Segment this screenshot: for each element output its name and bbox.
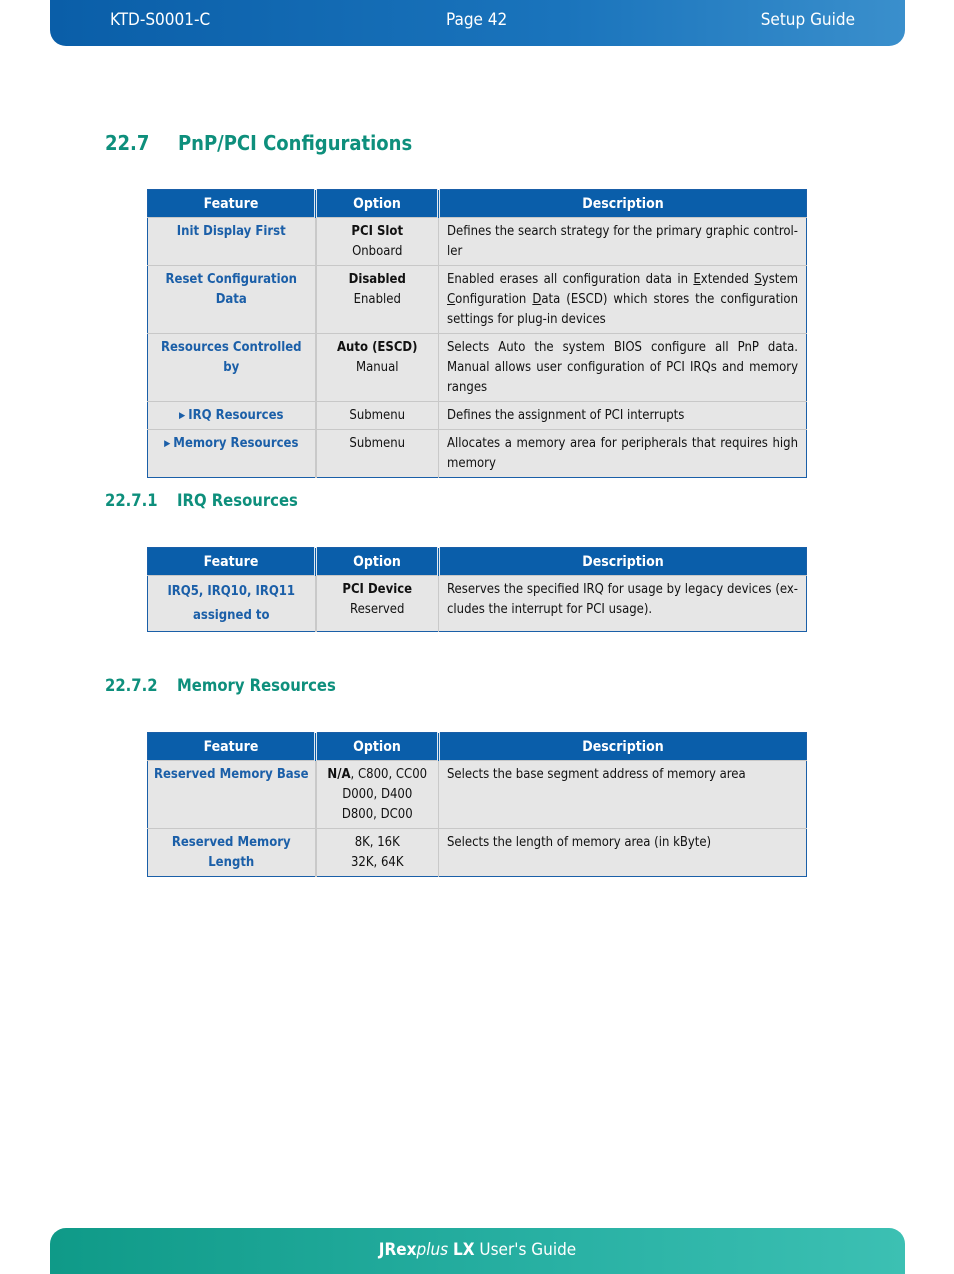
feature-cell: ▶ Memory Resources	[148, 430, 316, 478]
option-cell	[316, 266, 439, 334]
col-feature: Feature	[148, 190, 316, 218]
table-header-row	[148, 548, 807, 576]
option-cell: 8K, 16K 32K, 64K	[316, 829, 439, 877]
table-row	[148, 266, 807, 334]
option-cell: Submenu	[316, 402, 439, 430]
table-row	[148, 334, 807, 402]
col-option: Option	[316, 548, 439, 576]
irq-resources-table	[147, 547, 807, 632]
table-row	[148, 218, 807, 266]
option-cell	[316, 218, 439, 266]
feature-cell: Reserved Memory Length	[148, 829, 316, 877]
option-cell	[316, 576, 439, 632]
subsection-number: 22.7.2	[105, 676, 158, 695]
table-row	[148, 430, 807, 478]
description-cell: Reserves the specified IRQ for usage by legacy devices (ex-cludes the interrupt for PCI usage).	[439, 576, 807, 632]
col-option: Option	[316, 733, 439, 761]
col-feature: Feature	[148, 548, 316, 576]
description-cell: Defines the search strategy for the primary graphic control-ler	[439, 218, 807, 266]
subsection-title: Memory Resources	[177, 676, 336, 695]
col-description: Description	[439, 190, 807, 218]
option-value: Reserved	[350, 602, 405, 617]
description-cell: Enabled erases all configuration data in Extended System Configuration Data (ESCD) which stores the configuration settings for plug-in devices	[439, 266, 807, 334]
submenu-arrow-icon: ▶	[179, 411, 186, 421]
subsection-number: 22.7.1	[105, 491, 158, 510]
option-cell: Submenu	[316, 430, 439, 478]
option-value: Manual	[355, 360, 399, 375]
option-cell	[316, 334, 439, 402]
col-description: Description	[439, 548, 807, 576]
option-default: Auto (ESCD)	[337, 340, 418, 355]
table-row	[148, 576, 807, 632]
footer-title: JRexplus LX User's Guide	[378, 1240, 577, 1260]
table-header-row	[148, 733, 807, 761]
description-cell: Selects the base segment address of memory area	[439, 761, 807, 829]
description-cell: Allocates a memory area for peripherals that requires high memory	[439, 430, 807, 478]
col-feature: Feature	[148, 733, 316, 761]
option-value: Enabled	[353, 292, 401, 307]
col-option: Option	[316, 190, 439, 218]
option-default: Disabled	[348, 272, 406, 287]
feature-cell: Resources Controlled by	[148, 334, 316, 402]
section-title: PnP/PCI Configurations	[178, 131, 413, 155]
section-heading	[105, 131, 412, 155]
submenu-arrow-icon: ▶	[164, 439, 171, 449]
section-number: 22.7	[105, 131, 150, 155]
doc-id: KTD-S0001-C	[110, 10, 211, 30]
option-default: N/A	[327, 767, 351, 782]
option-cell: N/A, C800, CC00 D000, D400 D800, DC00	[316, 761, 439, 829]
page-header	[50, 0, 905, 46]
page-number: Page 42	[446, 10, 508, 30]
table-row	[148, 829, 807, 877]
option-default: PCI Device	[342, 582, 413, 597]
header-section: Setup Guide	[760, 10, 855, 30]
feature-cell: IRQ5, IRQ10, IRQ11 assigned to	[148, 576, 316, 632]
option-value: Onboard	[352, 244, 403, 259]
description-cell: Selects Auto the system BIOS configure all PnP data. Manual allows user configuration of PCI IRQs and memory ranges	[439, 334, 807, 402]
description-cell: Selects the length of memory area (in kByte)	[439, 829, 807, 877]
subsection-heading	[105, 676, 336, 695]
feature-cell: Init Display First	[148, 218, 316, 266]
feature-cell: Reset Configuration Data	[148, 266, 316, 334]
page-footer	[50, 1228, 905, 1274]
pnp-pci-table	[147, 189, 807, 478]
memory-resources-table	[147, 732, 807, 877]
col-description: Description	[439, 733, 807, 761]
feature-cell: ▶ IRQ Resources	[148, 402, 316, 430]
description-cell: Defines the assignment of PCI interrupts	[439, 402, 807, 430]
table-header-row	[148, 190, 807, 218]
subsection-heading	[105, 491, 298, 510]
table-row	[148, 761, 807, 829]
feature-cell: Reserved Memory Base	[148, 761, 316, 829]
table-row	[148, 402, 807, 430]
option-default: PCI Slot	[351, 224, 404, 239]
subsection-title: IRQ Resources	[177, 491, 298, 510]
